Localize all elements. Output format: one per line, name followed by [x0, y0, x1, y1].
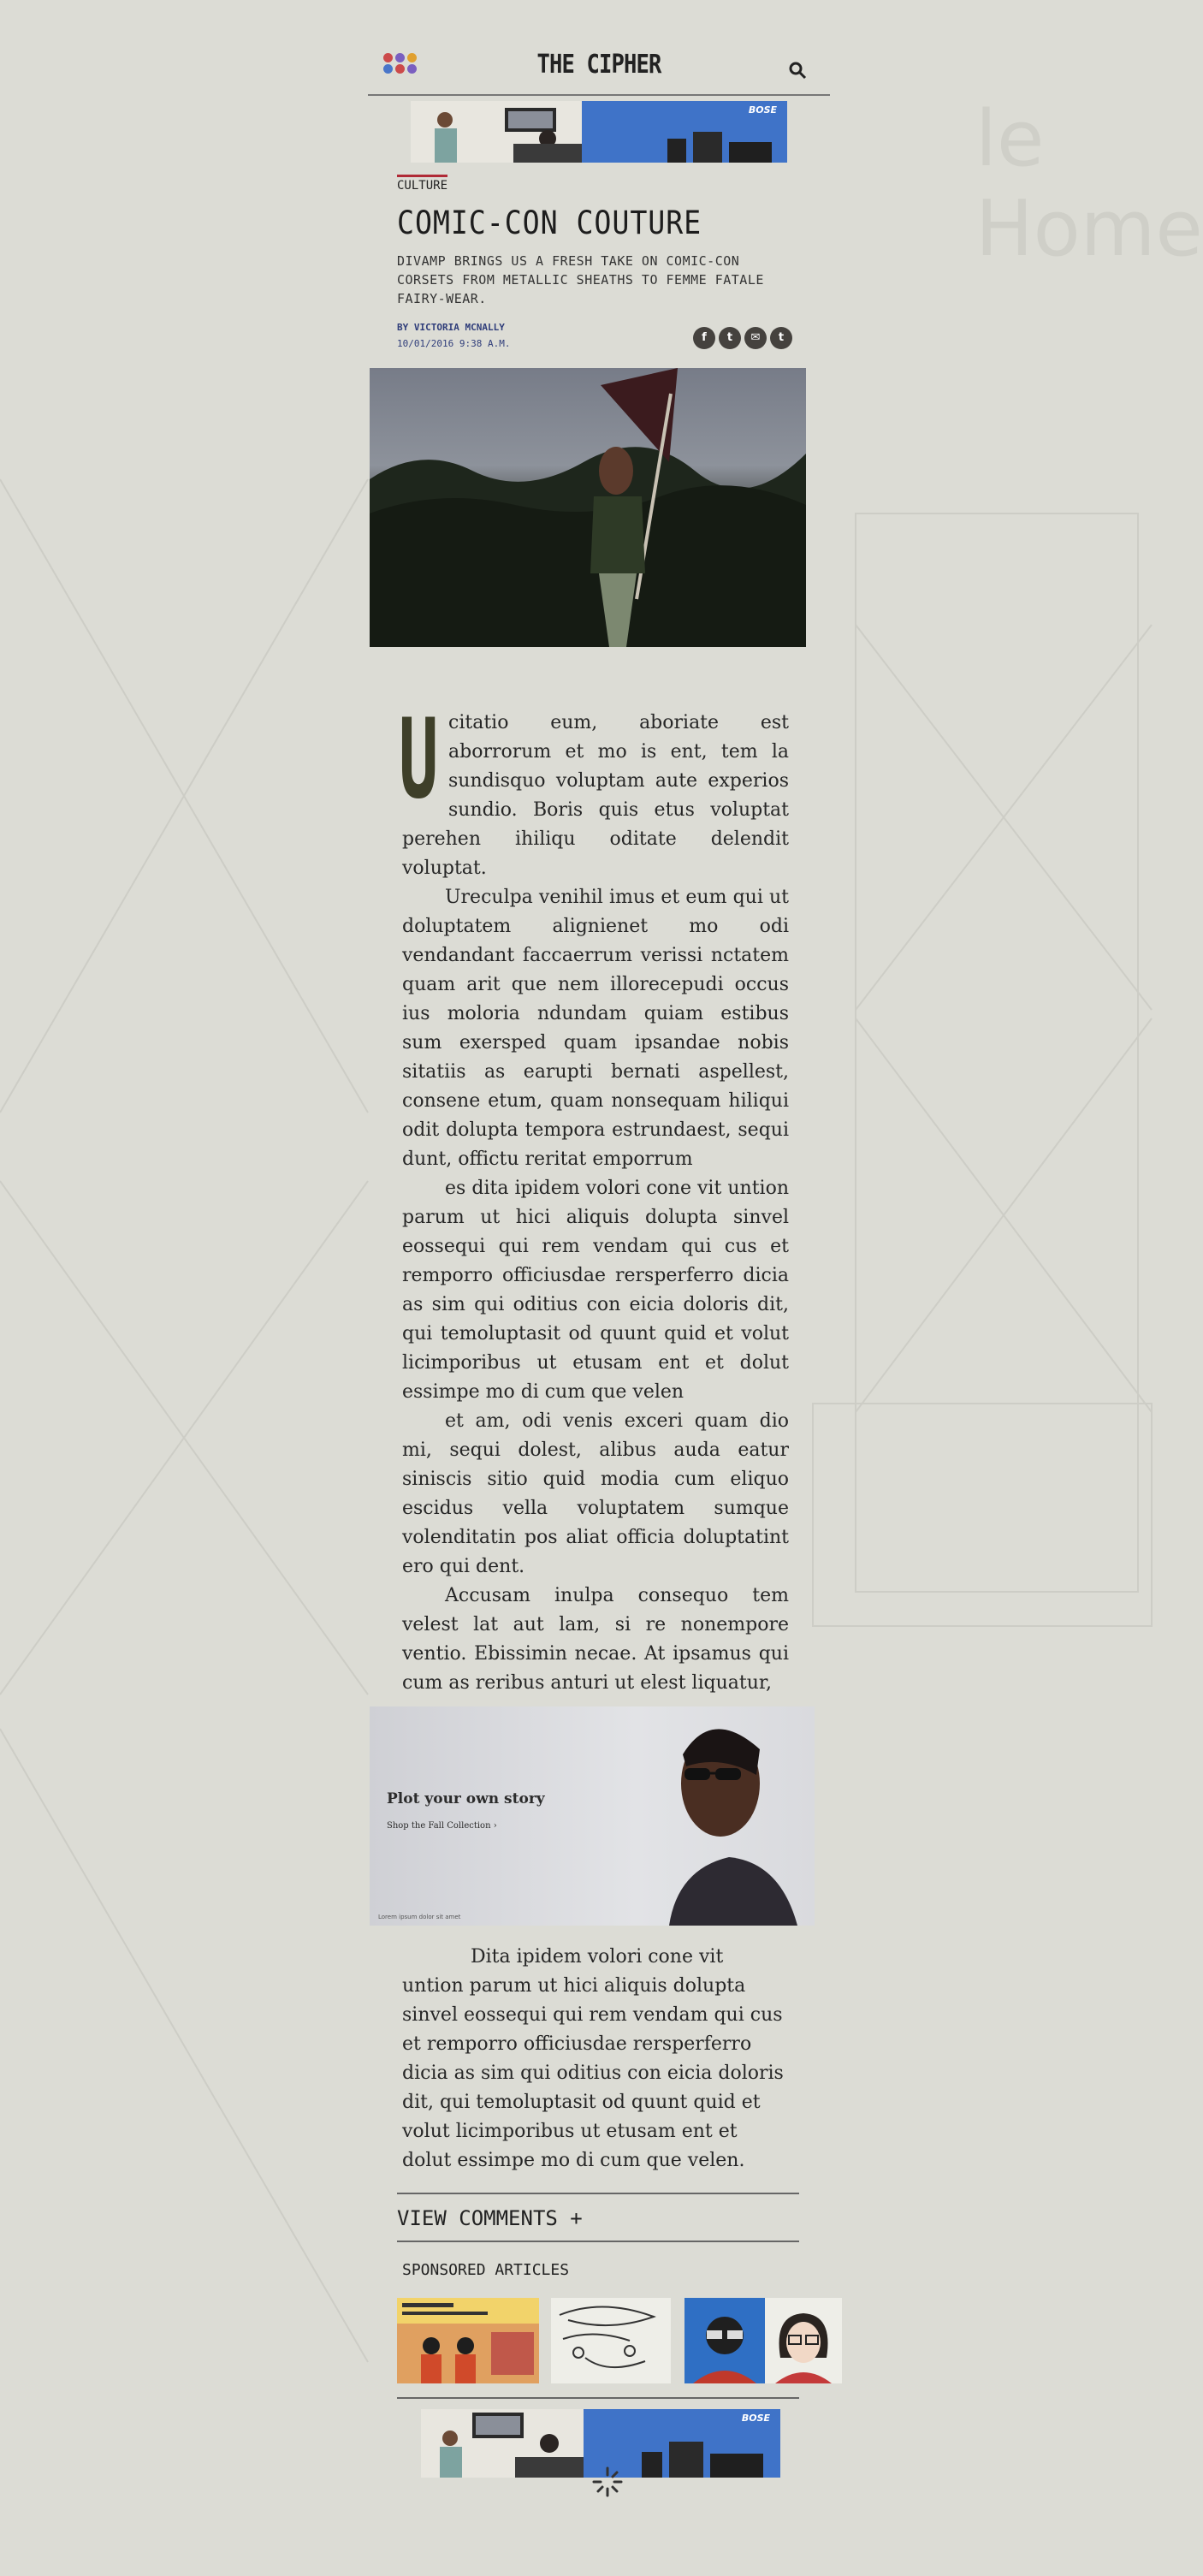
- article-headline: COMIC-CON COUTURE: [397, 205, 702, 241]
- sponsored-thumb[interactable]: [551, 2298, 671, 2383]
- article-dek: DIVAMP BRINGS US A FRESH TAKE ON COMIC-CON CORSETS FROM METALLIC SHEATHS TO FEMME FATALE FAIRY-WEAR.: [397, 253, 764, 306]
- divider: [397, 2397, 799, 2399]
- article-paragraph: citatio eum, aboriate est aborrorum et mo is ent, tem la sundisquo voluptam aute experios sundio. Boris quis etus voluptat perehen ihiliqu oditate delendit voluptat.: [402, 712, 789, 879]
- ad-photo: [411, 101, 582, 163]
- site-header: [368, 34, 830, 96]
- hero-image: [370, 368, 806, 647]
- ad-brand: BOSE: [741, 2413, 770, 2424]
- loading-spinner-icon: [590, 2465, 625, 2499]
- sponsored-thumb[interactable]: [765, 2298, 842, 2383]
- promo-ad[interactable]: [370, 1706, 815, 1926]
- top-ad-banner[interactable]: [411, 101, 787, 163]
- drop-cap: U: [399, 696, 439, 823]
- view-comments-button[interactable]: VIEW COMMENTS +: [397, 2194, 799, 2241]
- site-title[interactable]: THE CIPHER: [536, 50, 661, 80]
- sponsored-thumb[interactable]: [684, 2298, 765, 2383]
- ad-brand: BOSE: [748, 104, 777, 116]
- article-paragraph: Dita ipidem volori cone vit untion parum ut hici aliquis dolupta sinvel eossequi qui rem vendam qui cus et remporro officiusdae rersperferro dicia as sim qui oditius con eicia doloris dit, qui temoluptasit od quunt quid et volut licimporibus ut etusam ent et dolut essimpe mo di cum que velen.: [402, 1946, 784, 2171]
- article-date: 10/01/2016 9:38 A.M.: [397, 338, 511, 349]
- promo-title: Plot your own story: [387, 1790, 545, 1807]
- article-body: [399, 696, 789, 1698]
- search-icon[interactable]: [787, 60, 808, 80]
- article-continuation: [402, 1943, 789, 2175]
- email-icon[interactable]: ✉: [744, 327, 767, 349]
- promo-fine-print: Lorem ipsum dolor sit amet: [378, 1914, 461, 1920]
- ad-photo: [421, 2409, 584, 2478]
- divider: [397, 2241, 799, 2242]
- logo-dot: [383, 53, 393, 62]
- article-paragraph: es dita ipidem volori cone vit untion parum ut hici aliquis dolupta sinvel eossequi qui rem vendam qui cus et remporro officiusdae rersperferro dicia as sim qui oditius con eicia doloris dit, qui temoluptasit od quunt quid et volut licimporibus ut etusam ent et dolut essimpe mo di cum que velen: [402, 1178, 789, 1403]
- share-buttons: [693, 327, 792, 349]
- mobile-article-page: [368, 34, 830, 2478]
- speaker-product-image: [635, 2435, 772, 2478]
- article-meta: [397, 322, 830, 361]
- sponsored-heading: SPONSORED ARTICLES: [402, 2261, 570, 2279]
- article-byline[interactable]: BY VICTORIA MCNALLY: [397, 322, 505, 333]
- background-word: le Home: [975, 94, 1203, 274]
- promo-link[interactable]: Shop the Fall Collection ›: [387, 1821, 497, 1831]
- speaker-product-image: [659, 127, 779, 163]
- facebook-icon[interactable]: f: [693, 327, 715, 349]
- article-category[interactable]: CULTURE: [397, 175, 447, 193]
- article-paragraph: et am, odi venis exceri quam dio mi, sequi dolest, alibus auda eatur siniscis sitio quid modia cum eliquo escidus vella voluptatem sumque volenditatin pos aliat officia doluptatint ero qui dent.: [402, 1410, 789, 1577]
- promo-model-photo: [566, 1706, 815, 1926]
- twitter-icon[interactable]: t: [719, 327, 741, 349]
- sponsored-articles: [397, 2298, 799, 2383]
- article-paragraph: Ureculpa venihil imus et eum qui ut doluptatem alignienet mo odi vendandant faccaerrum verissi nctatem quam arit que nem illorecepudi occus ius moloria ndundam quiam estibus sum exersped quam ipsandae nobis sitatiis as earupti bernati aspellest, consene etum, quam nonsequam hiliqui odit dolupta tempora estrundaest, sequi dunt, offictu reritat emporrum: [402, 887, 789, 1170]
- article-paragraph: Accusam inulpa consequo tem velest lat aut lam, si re nonempore ventio. Ebissimin necae. At ipsamus qui cum as reribus anturi ut elest liquatur,: [402, 1585, 789, 1694]
- tumblr-icon[interactable]: t: [770, 327, 792, 349]
- sponsored-thumb[interactable]: [397, 2298, 539, 2383]
- logo-dot: [383, 64, 393, 74]
